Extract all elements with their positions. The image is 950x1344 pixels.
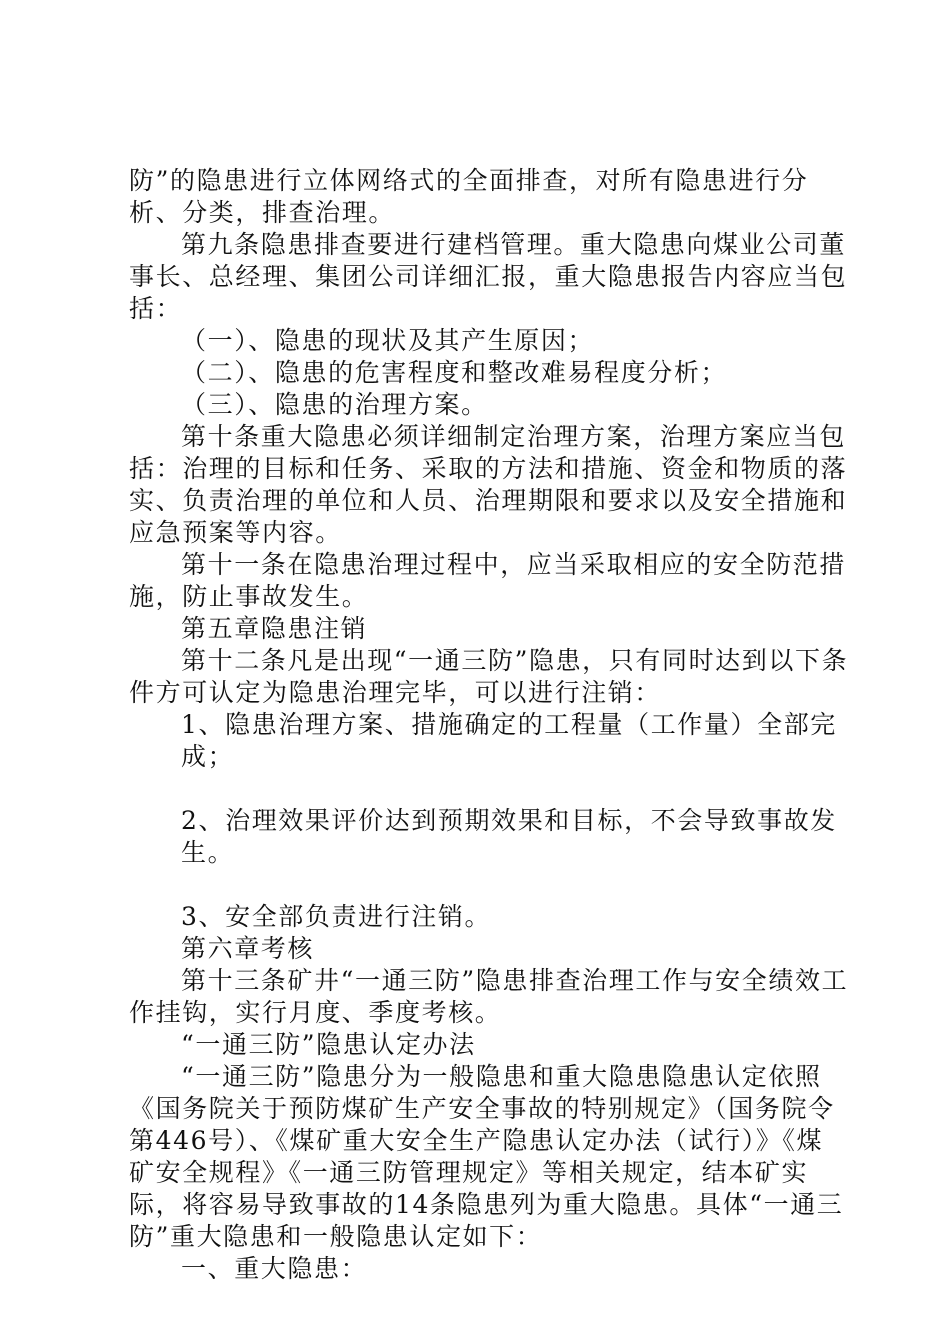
section-heading: “一通三防”隐患认定办法 xyxy=(181,1030,476,1059)
list-item: （二）、隐患的危害程度和整改难易程度分析； xyxy=(181,358,728,387)
paragraph: 第十二条凡是出现“一通三防”隐患，只有同时达到以下条件方可认定为隐患治理完毕，可以进行注销： xyxy=(129,646,849,707)
document-body xyxy=(129,165,849,1285)
list-item: 3、安全部负责进行注销。 xyxy=(181,902,492,931)
chapter-heading: 第六章考核 xyxy=(181,934,315,963)
list-item: 1、隐患治理方案、措施确定的工程量（工作量）全部完成； xyxy=(181,710,837,771)
list-item: 2、治理效果评价达到预期效果和目标，不会导致事故发生。 xyxy=(181,806,837,867)
chapter-heading: 第五章隐患注销 xyxy=(181,614,368,643)
list-item: （一）、隐患的现状及其产生原因； xyxy=(181,326,595,355)
paragraph: 防”的隐患进行立体网络式的全面排查，对所有隐患进行分析、分类，排查治理。 xyxy=(129,166,809,227)
paragraph: 第十条重大隐患必须详细制定治理方案，治理方案应当包括：治理的目标和任务、采取的方法和措施、资金和物质的落实、负责治理的单位和人员、治理期限和要求以及安全措施和应急预案等内容。 xyxy=(129,422,848,547)
paragraph: “一通三防”隐患分为一般隐患和重大隐患隐患认定依照《国务院关于预防煤矿生产安全事故的特别规定》（国务院令第446号）、《煤矿重大安全生产隐患认定办法（试行）》《煤矿安全规程》《一通三防管理规定》等相关规定，结本矿实际，将容易导致事故的14条隐患列为重大隐患。具体“一通三防”重大隐患和一般隐患认定如下： xyxy=(129,1062,844,1251)
paragraph: 第十三条矿井“一通三防”隐患排查治理工作与安全绩效工作挂钩，实行月度、季度考核。 xyxy=(129,966,849,1027)
section-heading: 一、重大隐患： xyxy=(181,1254,368,1283)
list-item: （三）、隐患的治理方案。 xyxy=(181,390,488,419)
paragraph: 第十一条在隐患治理过程中，应当采取相应的安全防范措施，防止事故发生。 xyxy=(129,550,847,611)
paragraph: 第九条隐患排查要进行建档管理。重大隐患向煤业公司董事长、总经理、集团公司详细汇报，重大隐患报告内容应当包括： xyxy=(129,230,848,323)
